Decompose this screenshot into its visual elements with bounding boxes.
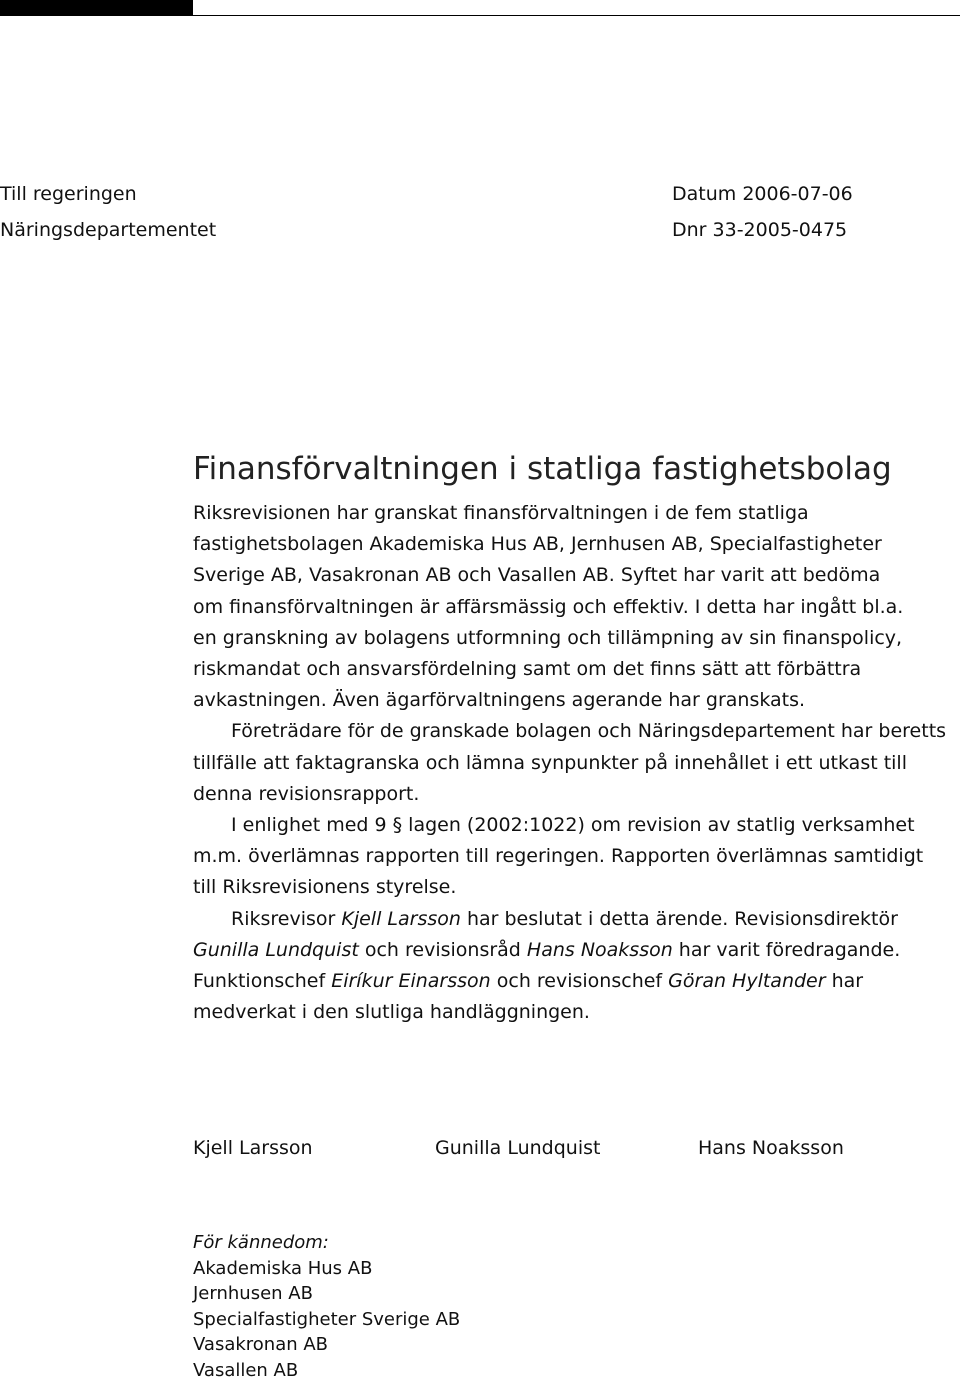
recipient-item: Akademiska Hus AB <box>193 1257 373 1279</box>
department: Näringsdepartementet <box>0 219 217 241</box>
header-rule <box>0 15 960 16</box>
body-line <box>193 935 960 966</box>
person-name: Eiríkur Einarsson <box>331 970 491 993</box>
person-name: Göran Hyltander <box>668 970 826 993</box>
recipient-item: Jernhusen AB <box>193 1283 313 1304</box>
body-line: m.m. överlämnas rapporten till regeringen. Rapporten överlämnas samtidigt <box>193 845 924 868</box>
recipient: Till regeringen <box>0 183 137 205</box>
body-line: fastighetsbolagen Akademiska Hus AB, Jernhusen AB, Specialfastigheter <box>193 533 882 556</box>
date: Datum 2006-07-06 <box>672 183 853 205</box>
body-line: Företrädare för de granskade bolagen och Näringsdepartement har beretts <box>231 720 947 743</box>
recipient-block <box>0 176 216 248</box>
recipient-item: Specialfastigheter Sverige AB <box>193 1308 461 1330</box>
body-line: I enlighet med 9 § lagen (2002:1022) om revision av statlig verksamhet <box>231 814 915 837</box>
body-line: avkastningen. Även ägarförvaltningens agerande har granskats. <box>193 689 806 712</box>
body-line: till Riksrevisionens styrelse. <box>193 876 457 899</box>
body-line: riskmandat och ansvarsfördelning samt om det finns sätt att förbättra <box>193 658 862 681</box>
text: och revisionschef <box>490 970 669 993</box>
person-name: Hans Noaksson <box>526 938 673 961</box>
reference-block <box>672 176 853 248</box>
signature: Hans Noaksson <box>698 1137 844 1159</box>
document-title: Finansförvaltningen i statliga fastighetsbolag <box>193 451 892 487</box>
body-line <box>193 966 960 997</box>
recipient-item: Vasallen AB <box>193 1359 299 1381</box>
document-body <box>193 498 960 1028</box>
body-line: en granskning av bolagens utformning och tillämpning av sin finanspolicy, <box>193 626 903 649</box>
text: har varit föredragande. <box>672 938 901 961</box>
text: Riksrevisor <box>231 907 342 930</box>
person-name: Gunilla Lundquist <box>193 938 359 961</box>
person-name: Kjell Larsson <box>341 907 461 930</box>
dnr: Dnr 33-2005-0475 <box>672 219 848 241</box>
body-line: om finansförvaltningen är affärsmässig och effektiv. I detta har ingått bl.a. <box>193 595 904 618</box>
text: Funktionschef <box>193 970 332 993</box>
body-line <box>193 904 960 935</box>
body-line: medverkat i den slutliga handläggningen. <box>193 1001 590 1024</box>
signature: Kjell Larsson <box>193 1137 313 1159</box>
text: och revisionsråd <box>358 938 527 961</box>
for-kannedom-label: För kännedom: <box>193 1232 329 1253</box>
recipient-item: Vasakronan AB <box>193 1334 329 1355</box>
signature-row <box>193 1132 960 1164</box>
signature: Gunilla Lundquist <box>435 1137 601 1159</box>
body-line: Riksrevisionen har granskat finansförvaltningen i de fem statliga <box>193 502 809 524</box>
text: har <box>825 970 864 993</box>
body-line: tillfälle att faktagranska och lämna synpunkter på innehållet i ett utkast till <box>193 751 907 774</box>
body-line: denna revisionsrapport. <box>193 782 420 805</box>
for-kannedom <box>193 1230 460 1383</box>
header-bar <box>0 0 193 16</box>
text: har beslutat i detta ärende. Revisionsdirektör <box>460 907 898 930</box>
body-line: Sverige AB, Vasakronan AB och Vasallen AB. Syftet har varit att bedöma <box>193 564 881 587</box>
